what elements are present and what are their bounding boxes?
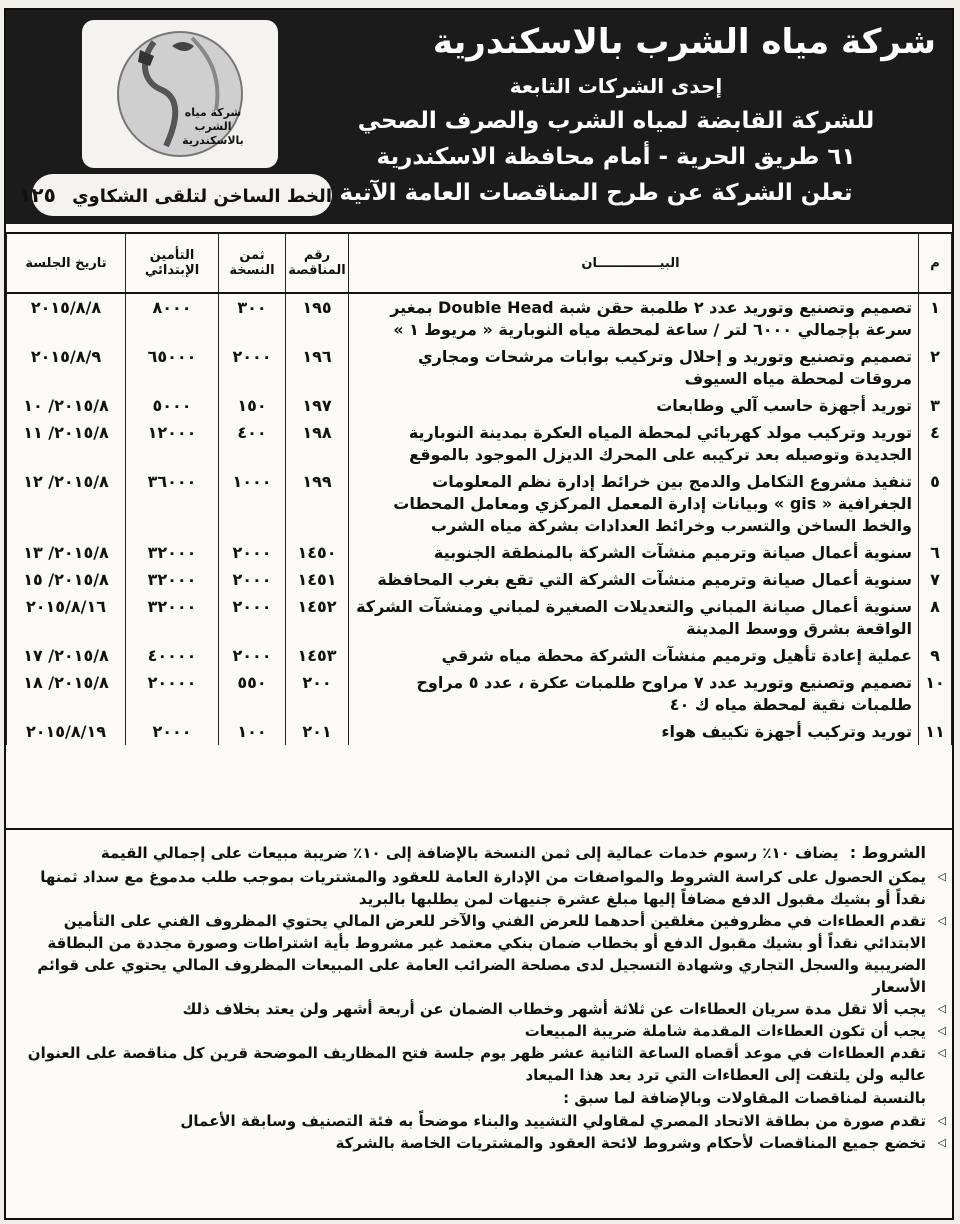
row-tender-number: ١٩٥ — [286, 293, 349, 343]
hotline-badge — [19, 174, 332, 216]
tender-advertisement — [4, 8, 954, 1220]
row-session-date: ٢٠١٥/٨/ ١٠ — [7, 392, 126, 419]
row-session-date: ٢٠١٥/٨/٩ — [7, 343, 126, 392]
bullet-icon: ◁ — [937, 1002, 946, 1015]
row-description: تصميم وتصنيع وتوريد عدد ٢ طلمبة حقن شبة Double Head بمغير سرعة بإجمالي ٦٠٠٠ لتر / ساعة لمحطة مياه النوبارية « مريوط ١ » — [349, 293, 919, 343]
row-number: ٧ — [919, 566, 952, 593]
condition-item — [6, 1020, 952, 1042]
condition-text: يجب ألا تقل مدة سريان العطاءات عن ثلاثة أشهر وخطاب الضمان عن أربعة أشهر ولن يعتد بخلاف ذلك — [182, 1000, 926, 1018]
row-tender-number: ١٩٦ — [286, 343, 349, 392]
row-number: ٤ — [919, 419, 952, 468]
row-copy-price: ٢٠٠٠ — [219, 593, 286, 642]
row-session-date: ٢٠١٥/٨/ ١٣ — [7, 539, 126, 566]
col-header-copy-price: ثمن النسخة — [219, 233, 286, 293]
conditions-section — [6, 828, 952, 1154]
logo-caption-line1: شركة مياه الشرب — [184, 106, 242, 133]
condition-text: يمكن الحصول على كراسة الشروط والمواصفات من الإدارة العامة للعقود والمشتريات بموجب طلب مدموغ مع سداد ثمنها نقداً أو بشيك مقبول الدفع مضافاً إليها مبلغ عشرة جنيهات لمن يطلبها بالبريد — [40, 868, 926, 908]
company-name: شركة مياه الشرب بالاسكندرية — [432, 22, 936, 62]
table-row — [7, 642, 952, 669]
conditions-header — [6, 840, 926, 866]
col-header-no: م — [919, 233, 952, 293]
table-row — [7, 468, 952, 539]
row-copy-price: ٣٠٠ — [219, 293, 286, 343]
row-tender-number: ١٤٥٢ — [286, 593, 349, 642]
row-number: ١ — [919, 293, 952, 343]
announcement-line: تعلن الشركة عن طرح المناقصات العامة الآتية — [339, 180, 853, 206]
condition-item — [6, 1042, 952, 1086]
row-initial-insurance: ٣٢٠٠٠ — [126, 539, 219, 566]
row-description: سنوية أعمال صيانة وترميم منشآت الشركة التي تقع بغرب المحافظة — [349, 566, 919, 593]
row-copy-price: ٢٠٠٠ — [219, 566, 286, 593]
row-tender-number: ١٤٥٠ — [286, 539, 349, 566]
row-initial-insurance: ٢٠٠٠٠ — [126, 669, 219, 718]
bullet-icon: ◁ — [937, 1046, 946, 1059]
row-session-date: ٢٠١٥/٨/١٦ — [7, 593, 126, 642]
table-row — [7, 293, 952, 343]
table-row — [7, 539, 952, 566]
condition-text: تقدم العطاءات في مظروفين مغلقين أحدهما للعرض الفني والآخر للعرض المالي يحتوي المظروف الفني على التأمين الابتدائي نقداً أو بشيك مقبول الدفع أو بخطاب ضمان بنكي معتمد غير مشروط بأية اشتراطات وصورة مجددة من البطاقة الضريبية والسجل التجاري وشهادة التسجيل لدى مصلحة الضرائب العامة على المبيعات المظروف المالي يحتوي على قوائم الأسعار — [37, 912, 926, 996]
row-initial-insurance: ٣٢٠٠٠ — [126, 566, 219, 593]
condition-text: يجب أن تكون العطاءات المقدمة شاملة ضريبة المبيعات — [524, 1022, 926, 1040]
condition-item — [6, 910, 952, 998]
row-session-date: ٢٠١٥/٨/ ١١ — [7, 419, 126, 468]
row-session-date: ٢٠١٥/٨/ ١٥ — [7, 566, 126, 593]
row-session-date: ٢٠١٥/٨/ ١٨ — [7, 669, 126, 718]
row-number: ١١ — [919, 718, 952, 745]
hotline-label: الخط الساخن لتلقى الشكاوي — [72, 186, 332, 207]
row-copy-price: ٢٠٠٠ — [219, 642, 286, 669]
row-tender-number: ١٤٥٣ — [286, 642, 349, 669]
row-number: ٦ — [919, 539, 952, 566]
row-description: تنفيذ مشروع التكامل والدمج بين خرائط إدارة نظم المعلومات الجغرافية « gis » وبيانات إدارة المعمل المركزي ومعامل المحطات والخط الساخن والتسرب وخرائط العدادات بشركة مياه الشرب — [349, 468, 919, 539]
contracting-condition-item — [6, 1110, 952, 1132]
row-copy-price: ٢٠٠٠ — [219, 539, 286, 566]
row-initial-insurance: ٢٠٠٠ — [126, 718, 219, 745]
row-session-date: ٢٠١٥/٨/٨ — [7, 293, 126, 343]
row-number: ١٠ — [919, 669, 952, 718]
row-copy-price: ٥٥٠ — [219, 669, 286, 718]
table-row — [7, 419, 952, 468]
contracting-condition-item — [6, 1132, 952, 1154]
logo-caption — [168, 106, 258, 148]
bullet-icon: ◁ — [937, 914, 946, 927]
company-logo — [82, 20, 278, 168]
contracting-note: بالنسبة لمناقصات المقاولات وبالإضافة لما سبق : — [563, 1089, 926, 1107]
row-tender-number: ١٤٥١ — [286, 566, 349, 593]
col-header-tender-number: رقم المناقصة — [286, 233, 349, 293]
row-description: تصميم وتصنيع وتوريد عدد ٧ مراوح طلمبات عكرة ، عدد ٥ مراوح طلمبات نقية لمحطة مياه ك ٤٠ — [349, 669, 919, 718]
row-initial-insurance: ١٢٠٠٠ — [126, 419, 219, 468]
conditions-list — [6, 866, 952, 1086]
row-session-date: ٢٠١٥/٨/ ١٧ — [7, 642, 126, 669]
hotline-number: ١٢٥ — [19, 183, 56, 207]
row-description: توريد وتركيب مولد كهربائي لمحطة المياه العكرة بمدينة النوبارية الجديدة وتوصيله بعد تركيبه على المحرك الديزل الموجود بالموقع — [349, 419, 919, 468]
row-tender-number: ١٩٩ — [286, 468, 349, 539]
affiliation-line: إحدى الشركات التابعة — [509, 74, 723, 98]
row-initial-insurance: ٣٢٠٠٠ — [126, 593, 219, 642]
tenders-table-body — [7, 293, 952, 745]
row-number: ٢ — [919, 343, 952, 392]
table-row — [7, 718, 952, 745]
table-header-row — [7, 233, 952, 293]
row-copy-price: ١٠٠ — [219, 718, 286, 745]
col-header-initial-insurance: التأمين الإبتدائي — [126, 233, 219, 293]
conditions-label: الشروط : — [849, 843, 926, 862]
ad-header — [6, 10, 952, 224]
row-description: عملية إعادة تأهيل وترميم منشآت الشركة محطة مياه شرقي — [349, 642, 919, 669]
row-tender-number: ٢٠٠ — [286, 669, 349, 718]
table-row — [7, 343, 952, 392]
conditions-first-note: يضاف ١٠٪ رسوم خدمات عمالية إلى ثمن النسخة بالإضافة إلى ١٠٪ ضريبة مبيعات على إجمالي القيمة — [100, 844, 839, 862]
condition-item — [6, 998, 952, 1020]
table-row — [7, 669, 952, 718]
col-header-session-date: تاريخ الجلسة — [7, 233, 126, 293]
row-description: توريد أجهزة حاسب آلي وطابعات — [349, 392, 919, 419]
row-number: ٨ — [919, 593, 952, 642]
row-description: تصميم وتصنيع وتوريد و إحلال وتركيب بوابات مرشحات ومجاري مروقات لمحطة مياه السيوف — [349, 343, 919, 392]
table-row — [7, 593, 952, 642]
row-copy-price: ١٥٠ — [219, 392, 286, 419]
condition-text: تقدم العطاءات في موعد أقصاه الساعة الثانية عشر ظهر يوم جلسة فتح المظاريف الموضحة قرين كل مناقصة على العنوان عاليه ولن يلتفت إلى العطاءات التي ترد بعد هذا الميعاد — [27, 1044, 926, 1084]
row-session-date: ٢٠١٥/٨/١٩ — [7, 718, 126, 745]
row-initial-insurance: ٤٠٠٠٠ — [126, 642, 219, 669]
contracting-conditions-list — [6, 1110, 952, 1154]
row-tender-number: ١٩٧ — [286, 392, 349, 419]
row-session-date: ٢٠١٥/٨/ ١٢ — [7, 468, 126, 539]
row-copy-price: ٢٠٠٠ — [219, 343, 286, 392]
address-line: ٦١ طريق الحرية - أمام محافظة الاسكندرية — [376, 144, 856, 170]
holding-company-line: للشركة القابضة لمياه الشرب والصرف الصحي — [357, 108, 875, 134]
row-number: ٩ — [919, 642, 952, 669]
col-header-description: البيــــــــــــــان — [349, 233, 919, 293]
row-description: سنوية أعمال صيانة وترميم منشآت الشركة بالمنطقة الجنوبية — [349, 539, 919, 566]
bullet-icon: ◁ — [937, 1024, 946, 1037]
bullet-icon: ◁ — [937, 870, 946, 883]
bullet-icon: ◁ — [937, 1136, 946, 1149]
row-initial-insurance: ٣٦٠٠٠ — [126, 468, 219, 539]
logo-caption-line2: بالاسكندرية — [182, 134, 244, 147]
condition-item — [6, 866, 952, 910]
condition-text: تخضع جميع المناقصات لأحكام وشروط لائحة العقود والمشتريات الخاصة بالشركة — [335, 1134, 926, 1152]
row-copy-price: ٤٠٠ — [219, 419, 286, 468]
row-description: سنوية أعمال صيانة المباني والتعديلات الصغيرة لمباني ومنشآت الشركة الواقعة بشرق ووسط المدينة — [349, 593, 919, 642]
row-tender-number: ١٩٨ — [286, 419, 349, 468]
row-initial-insurance: ٨٠٠٠ — [126, 293, 219, 343]
table-row — [7, 566, 952, 593]
row-copy-price: ١٠٠٠ — [219, 468, 286, 539]
row-tender-number: ٢٠١ — [286, 718, 349, 745]
row-initial-insurance: ٥٠٠٠ — [126, 392, 219, 419]
condition-text: تقدم صورة من بطاقة الاتحاد المصري لمقاولي التشييد والبناء موضحاً به فئة التصنيف وسابقة الأعمال — [180, 1112, 926, 1130]
row-initial-insurance: ٦٥٠٠٠ — [126, 343, 219, 392]
row-description: توريد وتركيب أجهزة تكييف هواء — [349, 718, 919, 745]
tenders-table — [6, 232, 952, 745]
bullet-icon: ◁ — [937, 1114, 946, 1127]
row-number: ٣ — [919, 392, 952, 419]
table-row — [7, 392, 952, 419]
row-number: ٥ — [919, 468, 952, 539]
